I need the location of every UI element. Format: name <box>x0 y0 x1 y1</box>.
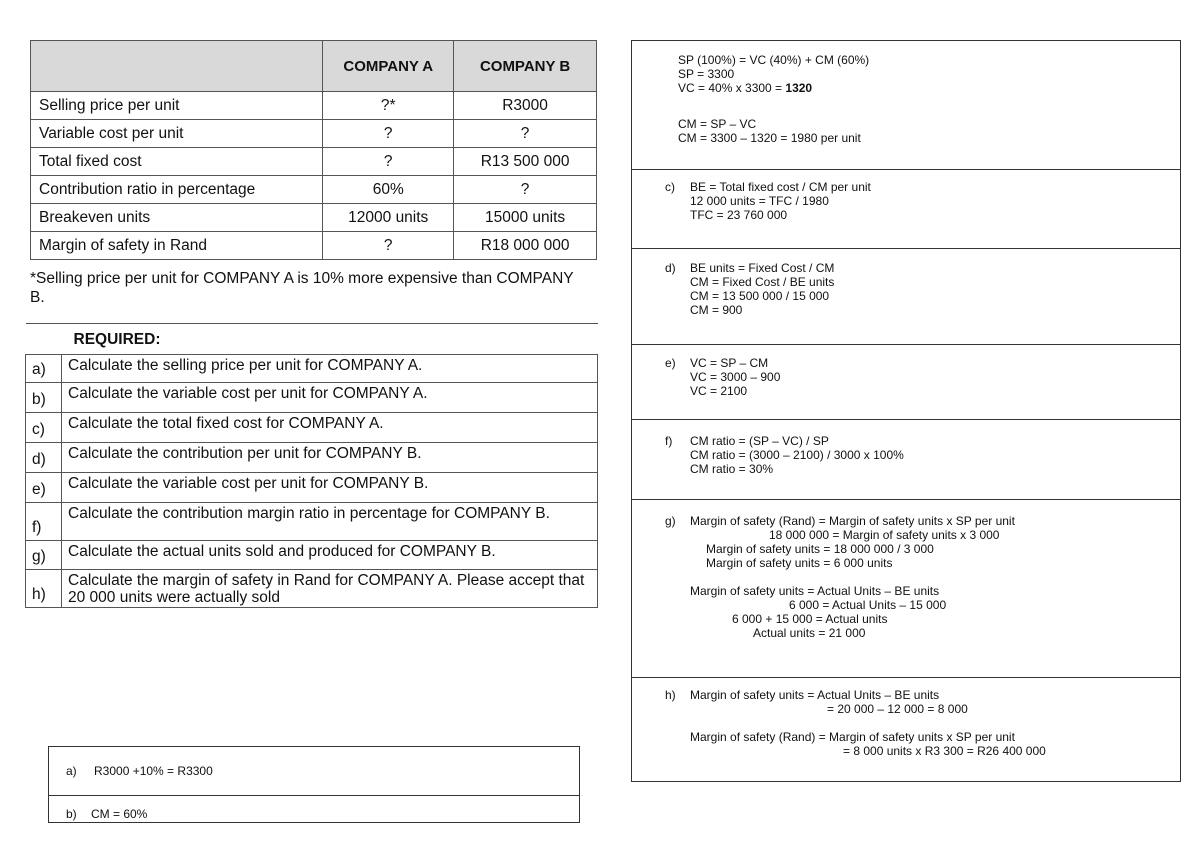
solution-b-line-5: CM = 3300 – 1320 = 1980 per unit <box>678 131 861 145</box>
row-label: Breakeven units <box>31 204 323 232</box>
header-company-b: COMPANY B <box>454 41 597 92</box>
solution-b <box>632 41 1180 169</box>
item-letter: g) <box>26 541 62 570</box>
solution-c <box>632 169 1180 248</box>
company-b-value: R18 000 000 <box>454 232 597 260</box>
list-item <box>26 570 598 608</box>
item-text: Calculate the variable cost per unit for COMPANY B. <box>62 473 598 503</box>
solution-h-line-2: = 20 000 – 12 000 = 8 000 <box>827 702 968 716</box>
solution-b-line-1: SP (100%) = VC (40%) + CM (60%) <box>678 53 870 67</box>
item-letter: f) <box>26 503 62 541</box>
footnote: *Selling price per unit for COMPANY A is 10% more expensive than COMPANY B. <box>30 270 574 306</box>
company-b-value: ? <box>454 176 597 204</box>
solution-c-letter: c) <box>665 180 675 194</box>
row-label: Contribution ratio in percentage <box>31 176 323 204</box>
company-a-value: ?* <box>323 92 454 120</box>
required-table <box>25 323 598 608</box>
list-item <box>26 503 598 541</box>
item-text: Calculate the contribution per unit for COMPANY B. <box>62 443 598 473</box>
company-b-value: ? <box>454 120 597 148</box>
company-a-value: ? <box>323 120 454 148</box>
item-text: Calculate the total fixed cost for COMPANY A. <box>62 413 598 443</box>
company-data-table <box>30 40 597 260</box>
solution-g-line-4: Margin of safety units = 6 000 units <box>706 556 893 570</box>
answer-a-letter: a) <box>66 764 77 778</box>
list-item <box>26 383 598 413</box>
solution-f-line-1: CM ratio = (SP – VC) / SP <box>690 434 829 448</box>
table-header-row <box>31 41 597 92</box>
list-item <box>26 473 598 503</box>
answer-a-text: R3000 +10% = R3300 <box>94 764 213 778</box>
company-a-value: 60% <box>323 176 454 204</box>
solution-d-line-3: CM = 13 500 000 / 15 000 <box>690 289 830 303</box>
item-letter: h) <box>26 570 62 608</box>
list-item <box>26 413 598 443</box>
solution-d-line-2: CM = Fixed Cost / BE units <box>690 275 835 289</box>
row-label: Selling price per unit <box>31 92 323 120</box>
table-row <box>31 176 597 204</box>
solution-g-line-2: 18 000 000 = Margin of safety units x 3 000 <box>769 528 1000 542</box>
table-row <box>31 148 597 176</box>
solution-e-line-2: VC = 3000 – 900 <box>690 370 781 384</box>
required-header-row <box>26 324 598 355</box>
solution-f <box>632 419 1180 499</box>
row-label: Margin of safety in Rand <box>31 232 323 260</box>
item-letter: a) <box>26 355 62 383</box>
table-row <box>31 204 597 232</box>
solution-e-line-1: VC = SP – CM <box>690 356 769 370</box>
solution-e-line-3: VC = 2100 <box>690 384 748 398</box>
solution-c-line-3: TFC = 23 760 000 <box>690 208 788 222</box>
solution-b-line-3-bold: 1320 <box>785 81 813 95</box>
item-letter: c) <box>26 413 62 443</box>
solution-b-line-3 <box>678 82 812 95</box>
item-letter: b) <box>26 383 62 413</box>
solution-h-letter: h) <box>665 688 676 702</box>
solution-d <box>632 248 1180 344</box>
list-item <box>26 443 598 473</box>
company-a-value: ? <box>323 232 454 260</box>
solution-b-line-4: CM = SP – VC <box>678 117 757 131</box>
solution-g-line-3: Margin of safety units = 18 000 000 / 3 000 <box>706 542 934 556</box>
solution-b-line-2: SP = 3300 <box>678 67 735 81</box>
row-label: Variable cost per unit <box>31 120 323 148</box>
solution-e-letter: e) <box>665 356 676 370</box>
answer-b-text: CM = 60% <box>91 807 148 821</box>
solution-d-letter: d) <box>665 261 676 275</box>
solution-b-line-3-prefix: VC = 40% x 3300 = <box>678 81 786 95</box>
answer-b-letter: b) <box>66 807 77 821</box>
solution-f-line-2: CM ratio = (3000 – 2100) / 3000 x 100% <box>690 448 904 462</box>
solution-g-letter: g) <box>665 514 676 528</box>
header-empty <box>31 41 323 92</box>
solution-d-line-4: CM = 900 <box>690 303 743 317</box>
solution-f-letter: f) <box>665 434 673 448</box>
solution-c-line-1: BE = Total fixed cost / CM per unit <box>690 180 871 194</box>
solution-g-line-1: Margin of safety (Rand) = Margin of safety units x SP per unit <box>690 514 1015 528</box>
table-row <box>31 120 597 148</box>
header-company-a: COMPANY A <box>323 41 454 92</box>
item-letter: d) <box>26 443 62 473</box>
solution-h <box>632 677 1180 781</box>
solution-g-line-7: 6 000 + 15 000 = Actual units <box>732 612 888 626</box>
table-row <box>31 92 597 120</box>
company-a-value: ? <box>323 148 454 176</box>
answer-a-box <box>48 746 580 795</box>
solution-g-line-6: 6 000 = Actual Units – 15 000 <box>789 598 947 612</box>
company-a-value: 12000 units <box>323 204 454 232</box>
item-text: Calculate the contribution margin ratio in percentage for COMPANY B. <box>62 503 598 541</box>
list-item <box>26 541 598 570</box>
item-text: Calculate the actual units sold and produced for COMPANY B. <box>62 541 598 570</box>
solution-h-line-1: Margin of safety units = Actual Units – BE units <box>690 688 940 702</box>
row-label: Total fixed cost <box>31 148 323 176</box>
solution-g-line-5: Margin of safety units = Actual Units – BE units <box>690 584 940 598</box>
solution-c-line-2: 12 000 units = TFC / 1980 <box>690 194 829 208</box>
item-text: Calculate the selling price per unit for COMPANY A. <box>62 355 598 383</box>
solution-f-line-3: CM ratio = 30% <box>690 462 774 476</box>
company-b-value: R3000 <box>454 92 597 120</box>
solution-g-line-8: Actual units = 21 000 <box>753 626 866 640</box>
solution-h-line-3: Margin of safety (Rand) = Margin of safety units x SP per unit <box>690 730 1015 744</box>
solution-e <box>632 344 1180 419</box>
solution-h-line-4: = 8 000 units x R3 300 = R26 400 000 <box>843 744 1046 758</box>
company-b-value: 15000 units <box>454 204 597 232</box>
item-text: Calculate the margin of safety in Rand for COMPANY A. Please accept that 20 000 units were actually sold <box>62 570 598 608</box>
solution-d-line-1: BE units = Fixed Cost / CM <box>690 261 835 275</box>
company-b-value: R13 500 000 <box>454 148 597 176</box>
item-text: Calculate the variable cost per unit for COMPANY A. <box>62 383 598 413</box>
answer-b-box <box>48 795 580 823</box>
table-row <box>31 232 597 260</box>
solutions-panel <box>631 40 1181 782</box>
item-letter: e) <box>26 473 62 503</box>
required-title: REQUIRED: <box>62 324 598 355</box>
solution-g <box>632 499 1180 677</box>
list-item <box>26 355 598 383</box>
